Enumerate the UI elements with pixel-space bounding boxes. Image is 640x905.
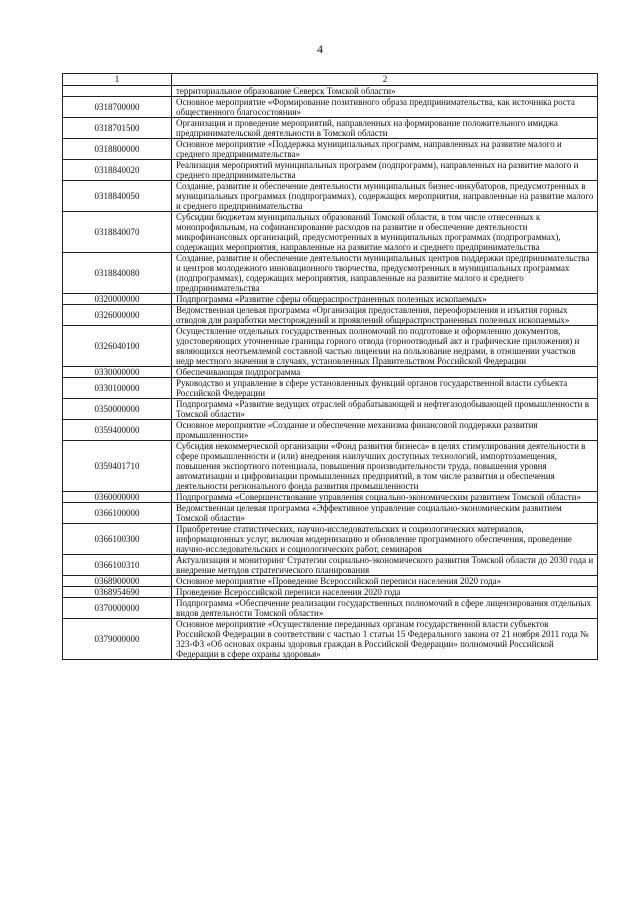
description-cell: Основное мероприятие «Формирование позитивного образа предпринимательства, как источника роста общественного благосостояния» bbox=[172, 97, 598, 118]
description-cell: Подпрограмма «Развитие ведущих отраслей обрабатывающей и нефтегазодобывающей промышленности в Томской области» bbox=[172, 399, 598, 420]
code-cell: 0359400000 bbox=[63, 420, 172, 441]
table-row bbox=[63, 492, 598, 503]
code-cell: 0318840050 bbox=[63, 181, 172, 212]
table-row bbox=[63, 181, 598, 212]
code-cell: 0330100000 bbox=[63, 378, 172, 399]
description-cell: Подпрограмма «Совершенствование управления социально-экономическим развитием Томской области» bbox=[172, 492, 598, 503]
code-cell: 0359401710 bbox=[63, 441, 172, 492]
description-cell: территориальное образование Северск Томской области» bbox=[172, 86, 598, 97]
page-number: 4 bbox=[317, 42, 323, 56]
table-row bbox=[63, 503, 598, 524]
code-cell bbox=[63, 86, 172, 97]
table-row bbox=[63, 378, 598, 399]
code-cell: 0366100000 bbox=[63, 503, 172, 524]
header-cell-description: 2 bbox=[172, 74, 598, 86]
table-row bbox=[63, 441, 598, 492]
description-cell: Приобретение статистических, научно-исследовательских и социологических материалов, информационных услуг, включая модернизацию и обновление программного обеспечения, проведение научно-исследовательских и социологических работ, семинаров bbox=[172, 524, 598, 555]
code-cell: 0360000000 bbox=[63, 492, 172, 503]
table-row bbox=[63, 587, 598, 598]
table-row bbox=[63, 555, 598, 576]
table-row bbox=[63, 598, 598, 619]
table-row bbox=[63, 86, 598, 97]
table-row bbox=[63, 576, 598, 587]
description-cell: Подпрограмма «Обеспечение реализации государственных полномочий в сфере лицензирования отдельных видов деятельности Томской области» bbox=[172, 598, 598, 619]
description-cell: Ведомственная целевая программа «Организация предоставления, переоформления и изъятия горных отводов для разработки месторождений и проявлений общераспространенных полезных ископаемых» bbox=[172, 305, 598, 326]
table-row bbox=[63, 118, 598, 139]
description-cell: Основное мероприятие «Поддержка муниципальных программ, направленных на развитие малого и среднего предпринимательства» bbox=[172, 139, 598, 160]
code-cell: 0318700000 bbox=[63, 97, 172, 118]
description-cell: Субсидии бюджетам муниципальных образований Томской области, в том числе отнесенных к монопрофильным, на софинансирование расходов на развитие и обеспечение деятельности микрофинансовых организаций, предусмотренных в муниципальных программах (подпрограммах), содержащих мероприятия, направленные на развитие малого и среднего предпринимательства bbox=[172, 212, 598, 253]
code-cell: 0368900000 bbox=[63, 576, 172, 587]
description-cell: Организация и проведение мероприятий, направленных на формирование положительного имиджа предпринимательской деятельности в Томской области bbox=[172, 118, 598, 139]
description-cell: Создание, развитие и обеспечение деятельности муниципальных бизнес-инкубаторов, предусмотренных в муниципальных программах (подпрограммах), содержащих мероприятия, направленные на развитие малого и среднего предпринимательства bbox=[172, 181, 598, 212]
description-cell: Проведение Всероссийской переписи населения 2020 года bbox=[172, 587, 598, 598]
code-cell: 0326000000 bbox=[63, 305, 172, 326]
code-cell: 0368954690 bbox=[63, 587, 172, 598]
code-cell: 0366100300 bbox=[63, 524, 172, 555]
table-row bbox=[63, 524, 598, 555]
code-cell: 0350000000 bbox=[63, 399, 172, 420]
classification-table bbox=[62, 73, 598, 660]
description-cell: Реализация мероприятий муниципальных программ (подпрограмм), направленных на развитие малого и среднего предпринимательства bbox=[172, 160, 598, 181]
table-row bbox=[63, 294, 598, 305]
code-cell: 0379000000 bbox=[63, 619, 172, 660]
description-cell: Актуализация и мониторинг Стратегии социально-экономического развития Томской области до 2030 года и внедрение методов стратегического планирования bbox=[172, 555, 598, 576]
table-row bbox=[63, 160, 598, 181]
code-cell: 0330000000 bbox=[63, 367, 172, 378]
code-cell: 0318800000 bbox=[63, 139, 172, 160]
table-row bbox=[63, 97, 598, 118]
table-row bbox=[63, 619, 598, 660]
code-cell: 0318840080 bbox=[63, 253, 172, 294]
code-cell: 0370000000 bbox=[63, 598, 172, 619]
description-cell: Ведомственная целевая программа «Эффективное управление социально-экономическим развитием Томской области» bbox=[172, 503, 598, 524]
table-row bbox=[63, 399, 598, 420]
description-cell: Подпрограмма «Развитие сферы общераспространенных полезных ископаемых» bbox=[172, 294, 598, 305]
table-row bbox=[63, 305, 598, 326]
table-header-row bbox=[63, 74, 598, 86]
table-row bbox=[63, 420, 598, 441]
table-row bbox=[63, 253, 598, 294]
table-row bbox=[63, 367, 598, 378]
table-row bbox=[63, 139, 598, 160]
table-row bbox=[63, 326, 598, 367]
code-cell: 0366100310 bbox=[63, 555, 172, 576]
description-cell: Основное мероприятие «Осуществление переданных органам государственной власти субъектов Российской Федерации в соответствии с частью 1 статьи 15 Федерального закона от 21 ноября 2011 года № 323-ФЗ «Об основах охраны здоровья граждан в Российской Федерации» полномочий Российской Федерации в сфере охраны здоровья» bbox=[172, 619, 598, 660]
code-cell: 0318701500 bbox=[63, 118, 172, 139]
code-cell: 0326040100 bbox=[63, 326, 172, 367]
description-cell: Осуществление отдельных государственных полномочий по подготовке и оформлению документов, удостоверяющих уточненные границы горного отвода (горноотводный акт и графические приложения) и являющихся неотъемлемой составной частью лицензии на пользование недрами, в отношении участков недр местного значения в случаях, установленных Правительством Российской Федерации bbox=[172, 326, 598, 367]
description-cell: Основное мероприятие «Проведение Всероссийской переписи населения 2020 года» bbox=[172, 576, 598, 587]
description-cell: Создание, развитие и обеспечение деятельности муниципальных центров поддержки предпринимательства и центров молодежного инновационного творчества, предусмотренных в муниципальных программах (подпрограммах), содержащих мероприятия, направленные на развитие малого и среднего предпринимательства bbox=[172, 253, 598, 294]
description-cell: Основное мероприятие «Создание и обеспечение механизма финансовой поддержки развития промышленности» bbox=[172, 420, 598, 441]
description-cell: Обеспечивающая подпрограмма bbox=[172, 367, 598, 378]
description-cell: Субсидия некоммерческой организации «Фонд развития бизнеса» в целях стимулирования деятельности в сфере промышленности и (или) внедрения наилучших доступных технологий, импортозамещения, повышения экспортного потенциала, повышения производительности труда, повышения уровня автоматизации и цифровизации промышленных предприятий, в том числе развития и обеспечения деятельности регионального фонда развития промышленности bbox=[172, 441, 598, 492]
code-cell: 0318840070 bbox=[63, 212, 172, 253]
code-cell: 0320000000 bbox=[63, 294, 172, 305]
description-cell: Руководство и управление в сфере установленных функций органов государственной власти субъекта Российской Федерации bbox=[172, 378, 598, 399]
header-cell-code: 1 bbox=[63, 74, 172, 86]
table-body bbox=[63, 74, 598, 660]
table-row bbox=[63, 212, 598, 253]
code-cell: 0318840020 bbox=[63, 160, 172, 181]
